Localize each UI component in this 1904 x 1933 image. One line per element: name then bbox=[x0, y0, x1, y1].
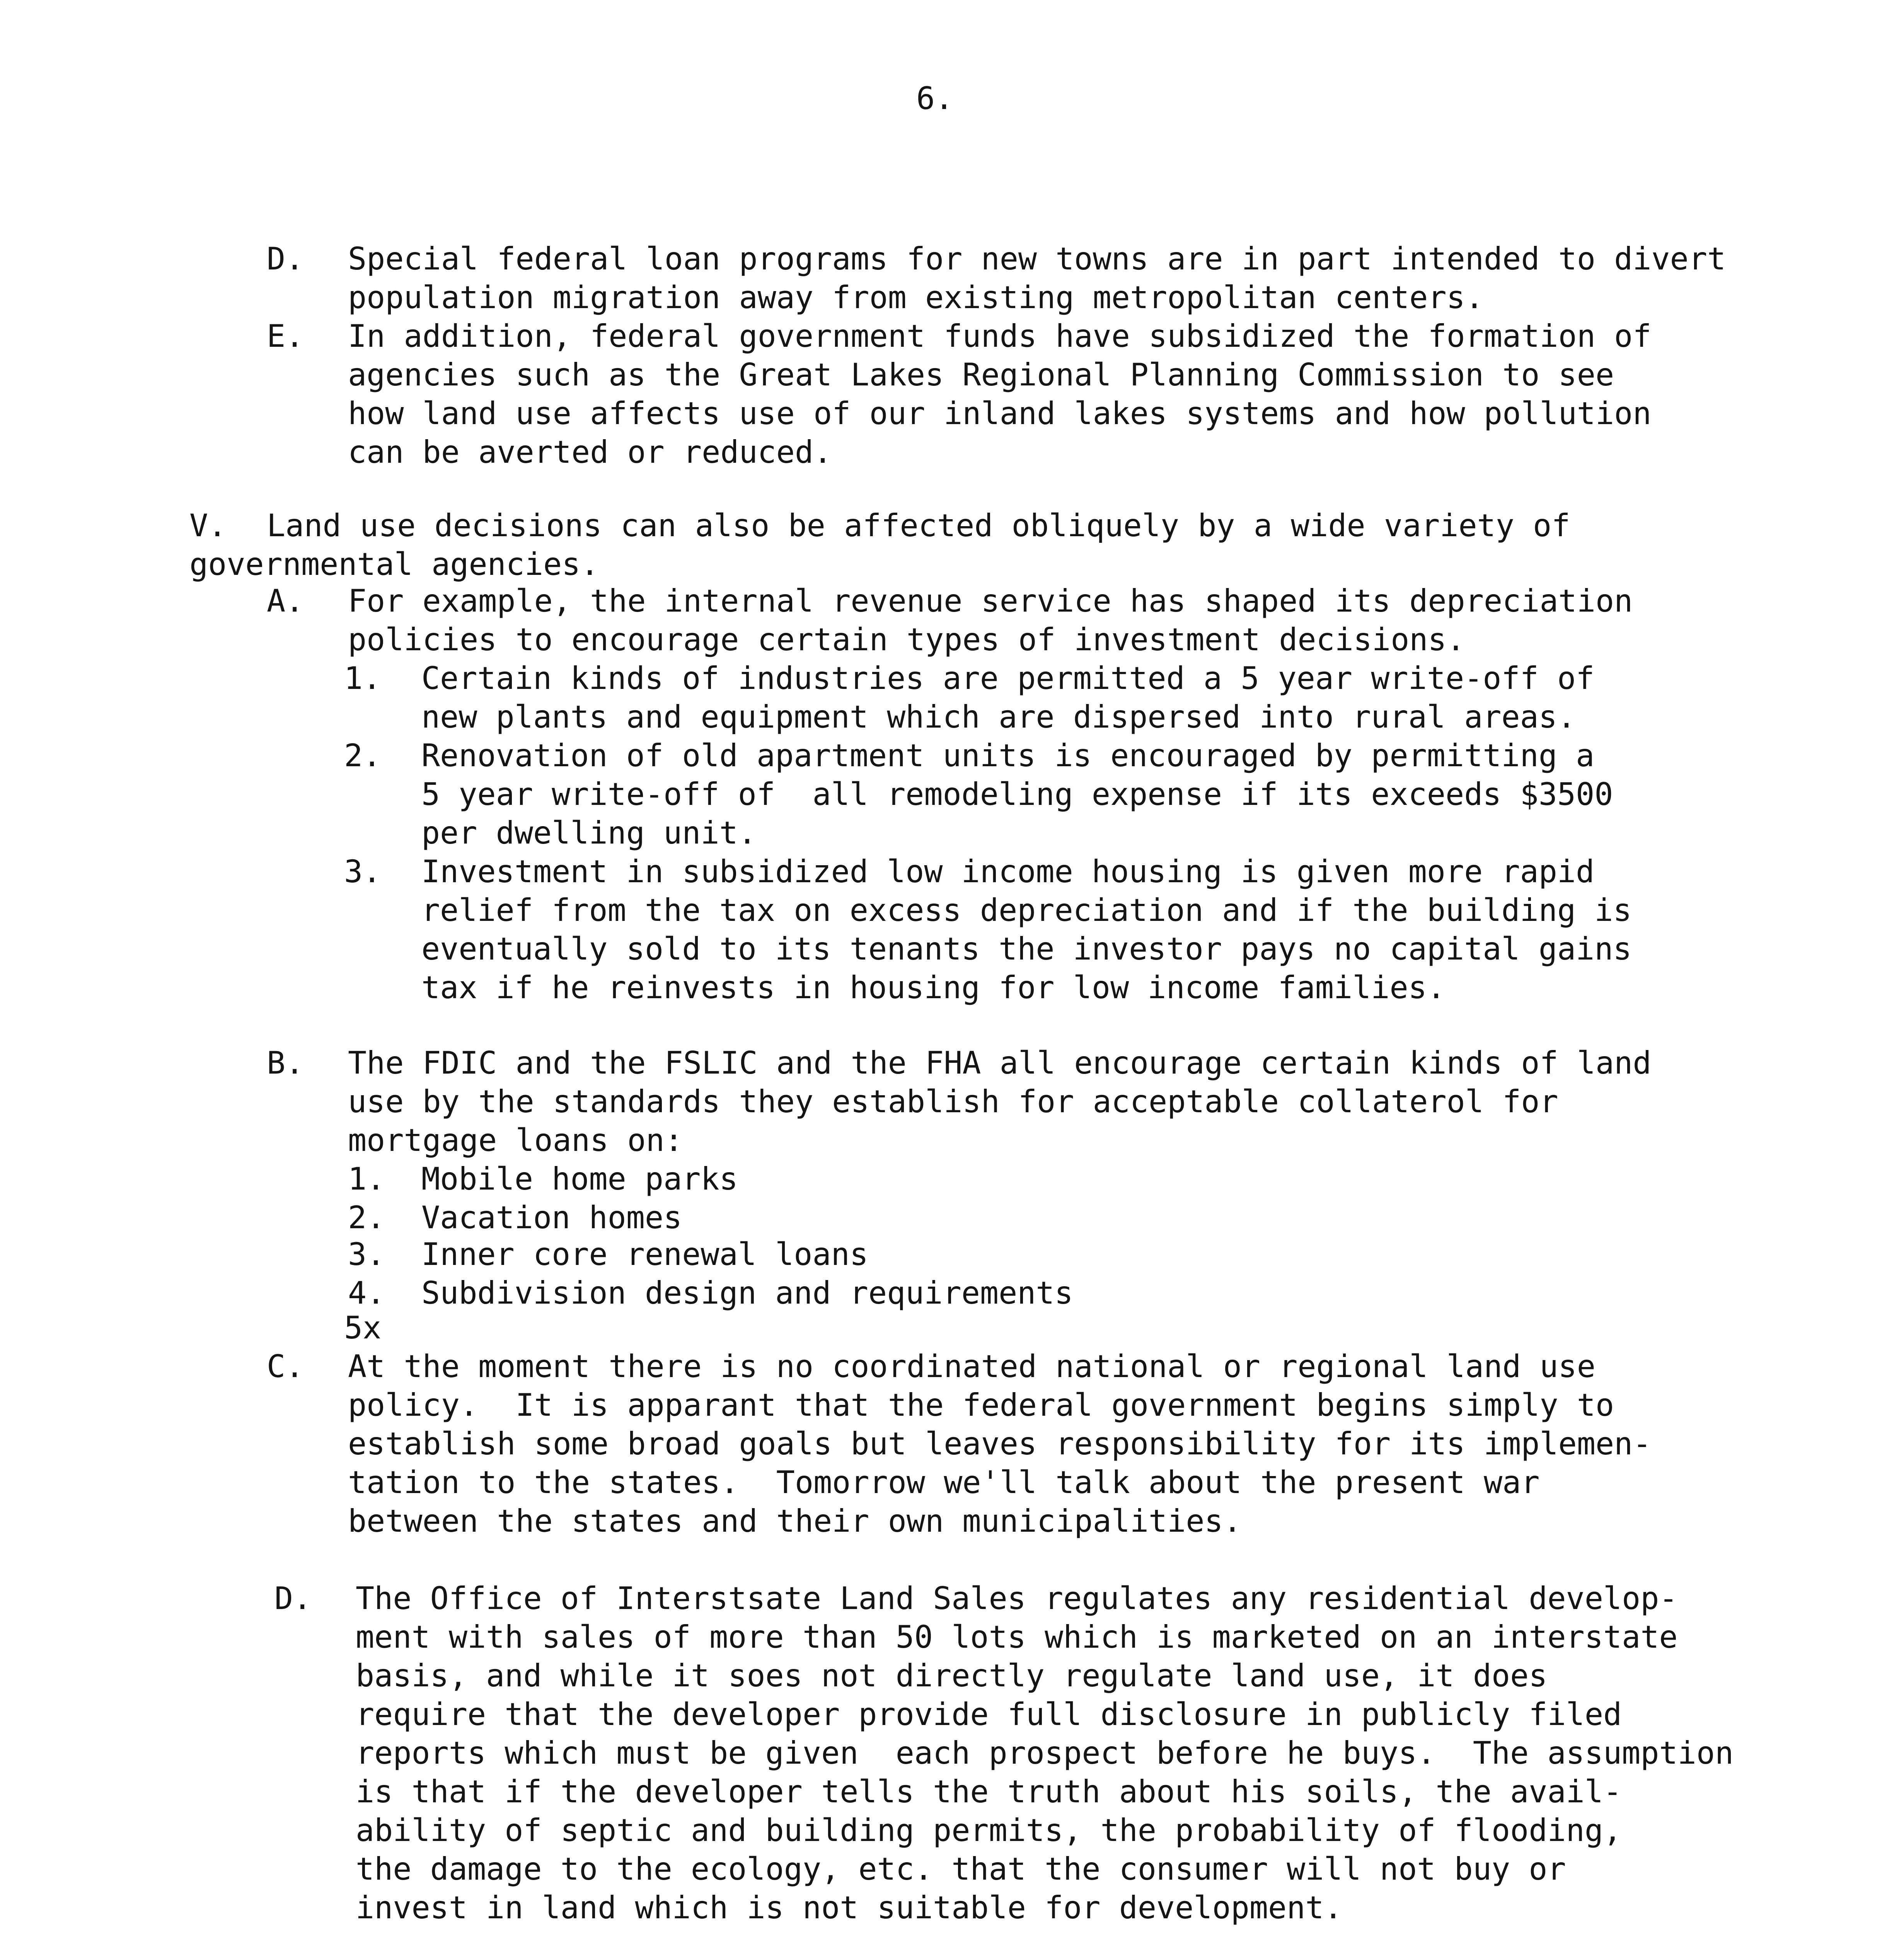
text-line: ment with sales of more than 50 lots which is marketed on an interstate bbox=[356, 1619, 1678, 1655]
item-label: V. bbox=[189, 508, 227, 544]
text-line: between the states and their own municipalities. bbox=[348, 1503, 1242, 1539]
item-label: C. bbox=[267, 1348, 304, 1384]
text-line: the damage to the ecology, etc. that the consumer will not buy or bbox=[356, 1851, 1566, 1887]
text-line: Renovation of old apartment units is encouraged by permitting a bbox=[421, 738, 1595, 774]
text-line: basis, and while it soes not directly regulate land use, it does bbox=[356, 1658, 1548, 1694]
item-body bbox=[421, 659, 1594, 736]
item-label: D. bbox=[267, 241, 304, 277]
item-label: E. bbox=[267, 318, 304, 354]
text-line: is that if the developer tells the truth about his soils, the avail- bbox=[356, 1774, 1622, 1810]
text-line: Investment in subsidized low income housing is given more rapid bbox=[421, 854, 1595, 890]
item-body bbox=[356, 1579, 1734, 1927]
text-line: how land use affects use of our inland lakes systems and how pollution bbox=[348, 395, 1652, 431]
section-V-land-use-decisions bbox=[189, 506, 1570, 545]
item-label: D. bbox=[274, 1580, 312, 1616]
item-body bbox=[348, 317, 1651, 472]
item-label: B. bbox=[267, 1045, 304, 1081]
paragraph-A-internal-revenue bbox=[267, 582, 1633, 659]
text-line: tation to the states. Tomorrow we'll talk about the present war bbox=[348, 1464, 1540, 1500]
text-line: ability of septic and building permits, the probability of flooding, bbox=[356, 1812, 1622, 1848]
text-line: relief from the tax on excess depreciation and if the building is bbox=[421, 892, 1632, 928]
list-item-B1 bbox=[348, 1160, 738, 1198]
item-label: 1. bbox=[348, 1161, 385, 1197]
list-item-A3 bbox=[344, 852, 1632, 1007]
section-V-continuation bbox=[189, 545, 599, 584]
text-line: invest in land which is not suitable for development. bbox=[356, 1890, 1343, 1926]
item-label: 4. bbox=[348, 1275, 385, 1311]
paragraph-B-fdic-fslic-fha bbox=[267, 1044, 1651, 1160]
item-body bbox=[421, 852, 1632, 1007]
text-line: per dwelling unit. bbox=[421, 815, 757, 851]
text-line: The Office of Interstsate Land Sales regulates any residential develop- bbox=[356, 1580, 1678, 1616]
text-line: establish some broad goals but leaves responsibility for its implemen- bbox=[348, 1426, 1652, 1462]
text-line: For example, the internal revenue service has shaped its depreciation bbox=[348, 583, 1633, 619]
text-line: use by the standards they establish for acceptable collaterol for bbox=[348, 1084, 1558, 1120]
item-body bbox=[421, 736, 1613, 852]
text-line: can be averted or reduced. bbox=[348, 434, 832, 470]
item-body bbox=[348, 582, 1633, 659]
list-item-B4 bbox=[348, 1274, 1073, 1313]
item-text: Subdivision design and requirements bbox=[421, 1275, 1073, 1311]
text-line: policy. It is apparant that the federal government begins simply to bbox=[348, 1387, 1614, 1423]
item-text: Vacation homes bbox=[421, 1200, 682, 1236]
text-line: At the moment there is no coordinated national or regional land use bbox=[348, 1348, 1595, 1384]
list-item-A1 bbox=[344, 659, 1594, 736]
text-line: eventually sold to its tenants the investor pays no capital gains bbox=[421, 931, 1632, 967]
text-line: tax if he reinvests in housing for low income families. bbox=[421, 970, 1446, 1006]
item-body bbox=[267, 506, 1570, 545]
text-line: Land use decisions can also be affected obliquely by a wide variety of bbox=[267, 508, 1570, 544]
text-line: new plants and equipment which are dispersed into rural areas. bbox=[421, 699, 1576, 735]
text-line: mortgage loans on: bbox=[348, 1122, 683, 1158]
item-body bbox=[348, 1044, 1651, 1160]
strikeover-mark bbox=[344, 1309, 381, 1347]
item-label: A. bbox=[267, 583, 304, 619]
item-label: 1. bbox=[344, 660, 382, 696]
item-text: Inner core renewal loans bbox=[421, 1236, 868, 1272]
text-line: In addition, federal government funds have subsidized the formation of bbox=[348, 318, 1652, 354]
text-line: Certain kinds of industries are permitted a 5 year write-off of bbox=[421, 660, 1595, 696]
text-line: reports which must be given each prospect before he buys. The assumption bbox=[356, 1735, 1734, 1771]
text-line: require that the developer provide full disclosure in publicly filed bbox=[356, 1696, 1622, 1732]
text-line: population migration away from existing metropolitan centers. bbox=[348, 280, 1484, 315]
text-line: governmental agencies. bbox=[189, 546, 599, 582]
item-label: 2. bbox=[344, 738, 382, 774]
paragraph-D-loan-programs bbox=[267, 240, 1726, 317]
item-body bbox=[348, 1347, 1651, 1541]
paragraph-D-interstate-land-sales bbox=[274, 1579, 1734, 1927]
item-label: 2. bbox=[348, 1200, 385, 1236]
text-line: 5x bbox=[344, 1310, 382, 1346]
item-body bbox=[189, 545, 599, 584]
text-line: The FDIC and the FSLIC and the FHA all encourage certain kinds of land bbox=[348, 1045, 1652, 1081]
text-line: policies to encourage certain types of investment decisions. bbox=[348, 622, 1465, 658]
list-item-A2 bbox=[344, 736, 1613, 852]
item-label: 3. bbox=[344, 854, 382, 890]
page-number: 6. bbox=[916, 80, 954, 116]
paragraph-C-no-coordinated-policy bbox=[267, 1347, 1651, 1541]
list-item-B2 bbox=[348, 1198, 682, 1237]
item-text: Mobile home parks bbox=[421, 1161, 738, 1197]
text-line: agencies such as the Great Lakes Regional Planning Commission to see bbox=[348, 357, 1614, 393]
text-line: 5 year write-off of all remodeling expense if its exceeds $3500 bbox=[421, 776, 1613, 812]
item-label: 3. bbox=[348, 1236, 385, 1272]
item-body bbox=[348, 240, 1726, 317]
paragraph-E-federal-funds bbox=[267, 317, 1651, 472]
text-line: Special federal loan programs for new towns are in part intended to divert bbox=[348, 241, 1726, 277]
list-item-B3 bbox=[348, 1235, 868, 1274]
